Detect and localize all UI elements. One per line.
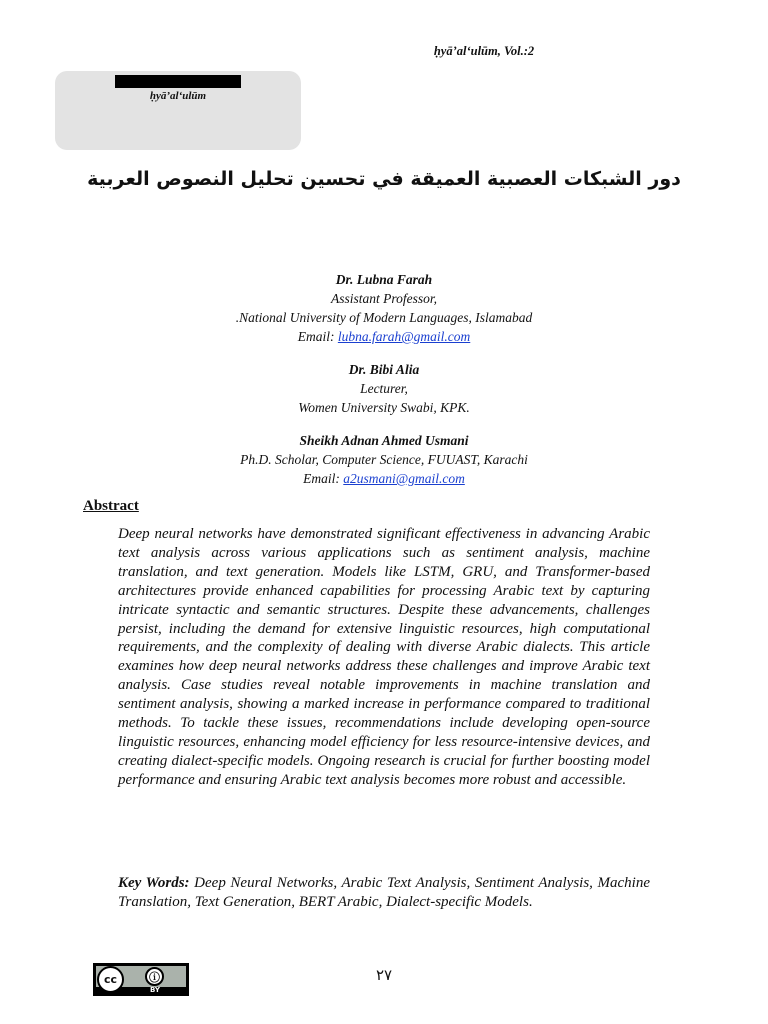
cc-icon: cc — [97, 966, 124, 993]
author-title: Lecturer, — [360, 381, 408, 396]
author-email-line — [0, 327, 768, 346]
author-3 — [0, 431, 768, 488]
author-name: Dr. Bibi Alia — [348, 362, 420, 377]
journal-name: ḥyā’al‘ulūm — [149, 90, 207, 102]
author-name: Dr. Lubna Farah — [335, 272, 433, 287]
page-number: ٢٧ — [375, 966, 393, 984]
email-link[interactable]: a2usmani@gmail.com — [343, 471, 465, 486]
abstract-heading: Abstract — [83, 498, 139, 514]
by-label: BY — [149, 986, 161, 994]
email-label: Email: — [297, 329, 335, 344]
author-affiliation: Women University Swabi, KPK. — [298, 400, 470, 415]
arabic-title: دور الشبكات العصبية العميقة في تحسين تحليل النصوص العربية — [87, 168, 681, 190]
keywords-label: Key Words: — [118, 875, 190, 891]
author-title: Assistant Professor, — [330, 291, 438, 306]
email-link[interactable]: lubna.farah@gmail.com — [337, 329, 471, 344]
author-affiliation: .National University of Modern Languages, Islamabad — [235, 310, 533, 325]
keywords — [118, 874, 650, 912]
redacted-bar — [115, 75, 241, 88]
author-1 — [0, 270, 768, 346]
author-name: Sheikh Adnan Ahmed Usmani — [299, 433, 469, 448]
author-email-line — [0, 469, 768, 488]
email-label: Email: — [303, 471, 340, 486]
author-title: Ph.D. Scholar, Computer Science, FUUAST, Karachi — [240, 452, 528, 467]
author-block — [0, 270, 768, 502]
abstract-text: Deep neural networks have demonstrated significant effectiveness in advancing Arabic text analysis across various applications such as sentiment analysis, machine translation, and text generation. Models like LSTM, GRU, and Transformer-based architectures provide enhanced capabilities for processing Arabic text by capturing intricate syntactic and semantic structures. Despite these advancements, challenges persist, including the demand for extensive linguistic resources, high computational requirements, and the complexity of dealing with diverse Arabic dialects. This article examines how deep neural networks address these challenges and improve Arabic text analysis. Case studies reveal notable improvements in machine translation and sentiment analysis, showing a marked increase in performance compared to traditional methods. To tackle these issues, recommendations include developing open-source linguistic resources, enhancing model efficiency for less resource-intensive devices, and creating dialect-specific models. Ongoing research is crucial for further boosting model performance and ensuring Arabic text analysis becomes more robust and accessible. — [118, 526, 650, 788]
author-2 — [0, 360, 768, 417]
keywords-text: Deep Neural Networks, Arabic Text Analysis, Sentiment Analysis, Machine Translation, Text Generation, BERT Arabic, Dialect-specific Models. — [118, 875, 651, 910]
running-head: ḥyā’al‘ulūm, Vol.:2 — [433, 44, 535, 58]
journal-logo-box — [55, 71, 301, 150]
person-icon: ⓘ — [145, 967, 164, 986]
